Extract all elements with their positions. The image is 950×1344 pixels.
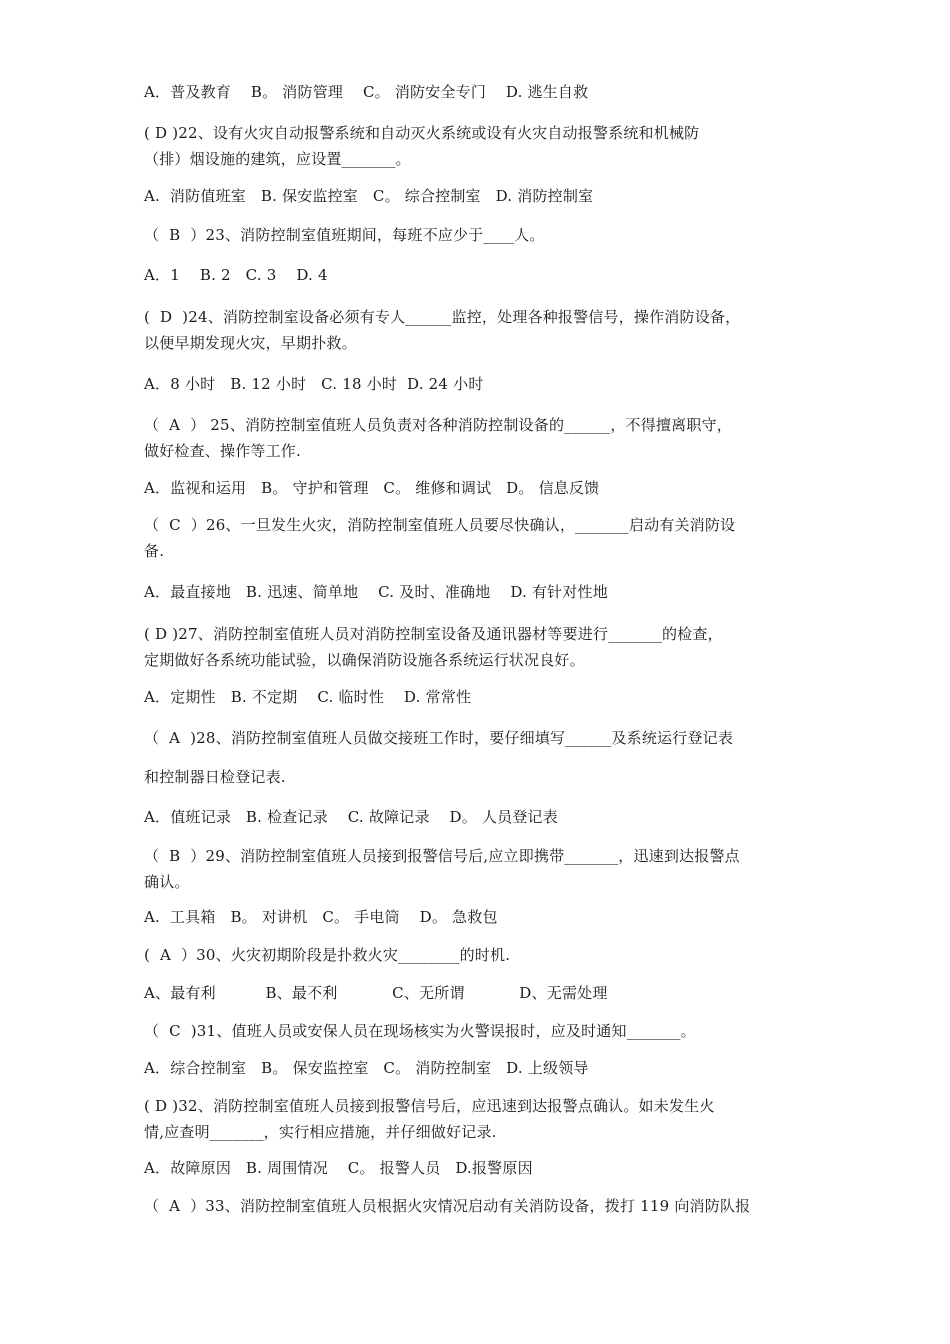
option-line-q29: A. 工具箱 B。 对讲机 C。 手电筒 D。 急救包 <box>144 908 498 926</box>
option-line-q28: A．值班记录 B. 检查记录 C. 故障记录 D。 人员登记表 <box>144 808 558 826</box>
question-30: ( A ）30、火灾初期阶段是扑救火灾________的时机. <box>144 946 511 964</box>
question-31: （ C )31、值班人员或安保人员在现场核实为火警误报时，应及时通知_______。 <box>144 1022 696 1040</box>
question-29-cont: 确认。 <box>144 873 190 891</box>
question-25: （ A ） 25、消防控制室值班人员负责对各种消防控制设备的______，不得擅离职守， <box>144 416 732 434</box>
question-32: ( D )32、消防控制室值班人员接到报警信号后，应迅速到达报警点确认。如未发生火 <box>144 1097 715 1115</box>
question-26: （ C ）26、一旦发生火灾，消防控制室值班人员要尽快确认，_______启动有关消防设 <box>144 516 736 534</box>
option-line-q22: A. 消防值班室 B. 保安监控室 C。 综合控制室 D. 消防控制室 <box>144 187 594 205</box>
option-line-q25: A．监视和运用 B。 守护和管理 C。 维修和调试 D。 信息反馈 <box>144 479 600 497</box>
question-22-cont: （排）烟设施的建筑，应设置_______。 <box>144 150 411 168</box>
question-32-cont: 情,应查明_______，实行相应措施，并仔细做好记录. <box>144 1123 497 1141</box>
question-27: ( D )27、消防控制室值班人员对消防控制室设备及通讯器材等要进行_______的检查， <box>144 625 723 643</box>
option-line-q27: A．定期性 B. 不定期 C. 临时性 D. 常常性 <box>144 688 472 706</box>
option-line-q24: A．8 小时 B. 12 小时 C. 18 小时 D. 24 小时 <box>144 375 484 393</box>
question-28: （ A )28、消防控制室值班人员做交接班工作时，要仔细填写______及系统运行登记表 <box>144 729 734 747</box>
question-26-cont: 备. <box>144 542 165 560</box>
question-28-cont: 和控制器日检登记表. <box>144 768 286 786</box>
question-27-cont: 定期做好各系统功能试验，以确保消防设施各系统运行状况良好。 <box>144 651 585 669</box>
question-25-cont: 做好检查、操作等工作. <box>144 442 301 460</box>
option-line-q31: A．综合控制室 B。 保安监控室 C。 消防控制室 D. 上级领导 <box>144 1059 589 1077</box>
question-24-cont: 以便早期发现火灾，早期扑救。 <box>144 334 357 352</box>
question-24: ( D )24、消防控制室设备必须有专人______监控，处理各种报警信号，操作消防设备， <box>144 308 741 326</box>
question-29: （ B ）29、消防控制室值班人员接到报警信号后,应立即携带_______，迅速到达报警点 <box>144 847 740 865</box>
question-33: （ A ）33、消防控制室值班人员根据火灾情况启动有关消防设备，拨打 119 向消防队报 <box>144 1197 751 1215</box>
option-line-q32: A．故障原因 B. 周围情况 C。 报警人员 D.报警原因 <box>144 1159 533 1177</box>
option-line-q30: A、最有利 B、最不利 C、无所谓 D、无需处理 <box>144 984 608 1002</box>
option-line-q23: A．1 B. 2 C. 3 D. 4 <box>144 266 328 284</box>
question-23: （ B ）23、消防控制室值班期间，每班不应少于____人。 <box>144 226 545 244</box>
question-22: ( D )22、设有火灾自动报警系统和自动灭火系统或设有火灾自动报警系统和机械防 <box>144 124 700 142</box>
option-line-q26: A．最直接地 B. 迅速、简单地 C. 及时、准确地 D. 有针对性地 <box>144 583 608 601</box>
option-line-q21: A．普及教育 B。 消防管理 C。 消防安全专门 D. 逃生自救 <box>144 83 589 101</box>
